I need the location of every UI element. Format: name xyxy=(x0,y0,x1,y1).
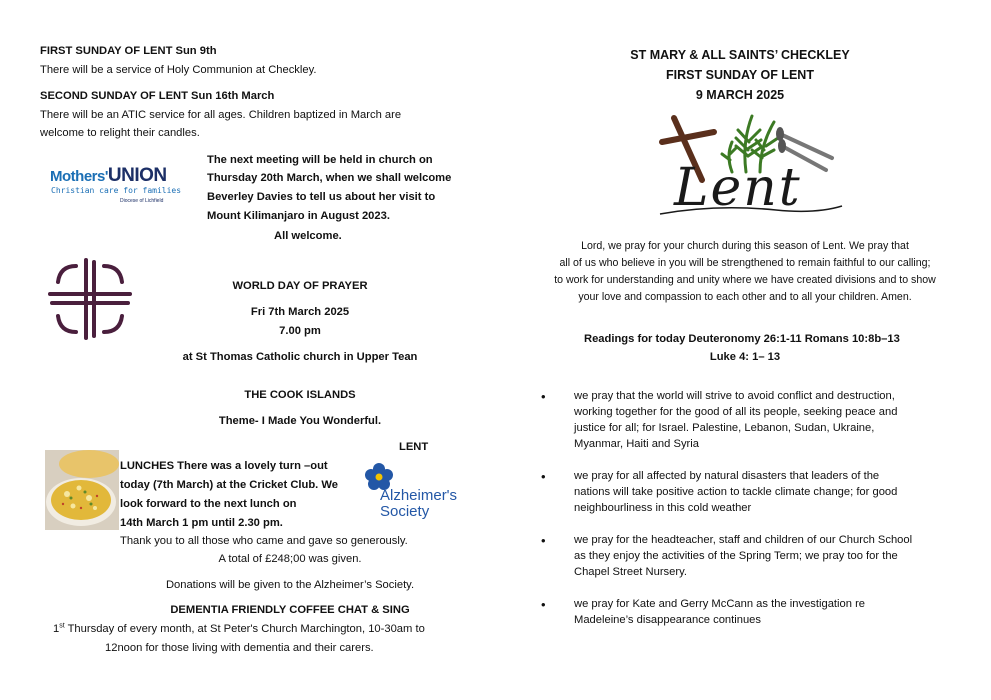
mu-line5: All welcome. xyxy=(274,230,342,242)
second-sunday-heading: SECOND SUNDAY OF LENT Sun 16th March xyxy=(40,90,275,102)
intercession-2-line2: nations will take positive action to tackle climate change; for good xyxy=(574,486,898,498)
intercession-1-line3: justice for all; for Israel. Palestine, Lebanon, Sudan, Ukraine, xyxy=(574,422,875,434)
first-sunday-text: There will be a service of Holy Communion at Checkley. xyxy=(40,64,317,76)
intercession-3-line3: Chapel Street Nursery. xyxy=(574,566,687,578)
wdp-time: 7.00 pm xyxy=(279,325,321,337)
mu-line2: Thursday 20th March, when we shall welcome xyxy=(207,172,452,184)
bullet-4: • xyxy=(541,597,546,612)
wdp-title: WORLD DAY OF PRAYER xyxy=(232,280,368,292)
prayer-line1: Lord, we pray for your church during this season of Lent. We pray that xyxy=(581,240,909,252)
intercession-1-line2: working together for the good of all its people, seeking peace and xyxy=(574,406,898,418)
dementia-line2: 12noon for those living with dementia and their carers. xyxy=(105,642,374,654)
prayer-line2: all of us who believe in you will be strengthened to remain faithful to our calling; xyxy=(559,257,931,269)
bullet-2: • xyxy=(541,469,546,484)
mu-line4: Mount Kilimanjaro in August 2023. xyxy=(207,210,390,222)
soup-bowl-image xyxy=(45,450,119,530)
dementia-line1-num: 1 xyxy=(53,623,60,635)
dementia-line1 xyxy=(53,622,425,637)
header-line3: 9 MARCH 2025 xyxy=(695,88,785,102)
intercession-3-line2: as they enjoy the activities of the Spring Term; we pray too for the xyxy=(574,550,898,562)
dementia-line1-rest: Thursday of every month, at St Peter's Church Marchington, 10-30am to xyxy=(64,623,425,635)
lent-logo-word: Lent xyxy=(674,158,802,218)
intercession-2-line1: we pray for all affected by natural disasters that leaders of the xyxy=(574,470,880,482)
mu-line3: Beverley Davies to tell us about her visit to xyxy=(207,191,436,203)
second-sunday-line2: welcome to relight their candles. xyxy=(40,127,200,139)
dementia-title: DEMENTIA FRIENDLY COFFEE CHAT & SING xyxy=(170,604,410,616)
intercession-1-line1: we pray that the world will strive to avoid conflict and destruction, xyxy=(574,390,895,402)
lunches-line5: Thank you to all those who came and gave so generously. xyxy=(120,535,408,547)
prayer-line4: your love and compassion to each other and to all your children. Amen. xyxy=(578,291,912,303)
lunches-line2: today (7th March) at the Cricket Club. We xyxy=(120,479,338,491)
mu-logo-sub: Diocese of Lichfield xyxy=(120,198,164,204)
mu-line1: The next meeting will be held in church on xyxy=(207,154,433,166)
second-sunday-line1: There will be an ATIC service for all ages. Children baptized in March are xyxy=(40,109,402,121)
mu-logo-tagline: Christian care for families xyxy=(51,186,182,195)
lunches-line3: look forward to the next lunch on xyxy=(120,498,297,510)
mothers-union-logo xyxy=(50,165,192,211)
lunches-line7: Donations will be given to the Alzheimer’s Society. xyxy=(165,579,415,591)
wdp-date: Fri 7th March 2025 xyxy=(250,306,350,318)
wdp-country: THE COOK ISLANDS xyxy=(244,389,356,401)
alz-word1: Alzheimer's xyxy=(380,487,458,504)
alz-word2: Society xyxy=(380,503,430,520)
world-day-of-prayer-cross-icon xyxy=(46,258,134,340)
prayer-line3: to work for understanding and unity where we have created divisions and to show xyxy=(554,274,936,286)
intercession-4-line2: Madeleine’s disappearance continues xyxy=(574,614,762,626)
intercession-4-line1: we pray for Kate and Gerry McCann as the investigation re xyxy=(574,598,866,610)
wdp-venue: at St Thomas Catholic church in Upper Tean xyxy=(182,351,418,363)
dementia-line1-sup: st xyxy=(59,622,65,630)
mu-logo-word2: UNION xyxy=(107,165,167,186)
readings-line1: Readings for today Deuteronomy 26:1-11 Romans 10:8b–13 xyxy=(584,333,900,345)
intercession-3-line1: we pray for the headteacher, staff and children of our Church School xyxy=(574,534,913,546)
bullet-1: • xyxy=(541,389,546,404)
lunches-line4: 14th March 1 pm until 2.30 pm. xyxy=(120,517,283,529)
intercession-1-line4: Myanmar, Haiti and Syria xyxy=(574,438,699,450)
wdp-theme: Theme- I Made You Wonderful. xyxy=(218,415,382,427)
alzheimers-society-logo xyxy=(364,462,468,524)
header-line2: FIRST SUNDAY OF LENT xyxy=(666,68,814,82)
readings-line2: Luke 4: 1– 13 xyxy=(709,351,781,363)
header-line1: ST MARY & ALL SAINTS’ CHECKLEY xyxy=(630,48,850,62)
first-sunday-heading: FIRST SUNDAY OF LENT Sun 9th xyxy=(40,45,217,57)
intercession-2-line3: neighbourliness in this cold weather xyxy=(574,502,752,514)
lent-underline-swash xyxy=(656,196,846,220)
bullet-3: • xyxy=(541,533,546,548)
lunches-line6: A total of £248;00 was given. xyxy=(218,553,362,565)
lunches-line1: LUNCHES There was a lovely turn –out xyxy=(120,460,328,472)
lent-label: LENT xyxy=(399,441,429,453)
mu-logo-word1: Mothers' xyxy=(50,168,108,185)
